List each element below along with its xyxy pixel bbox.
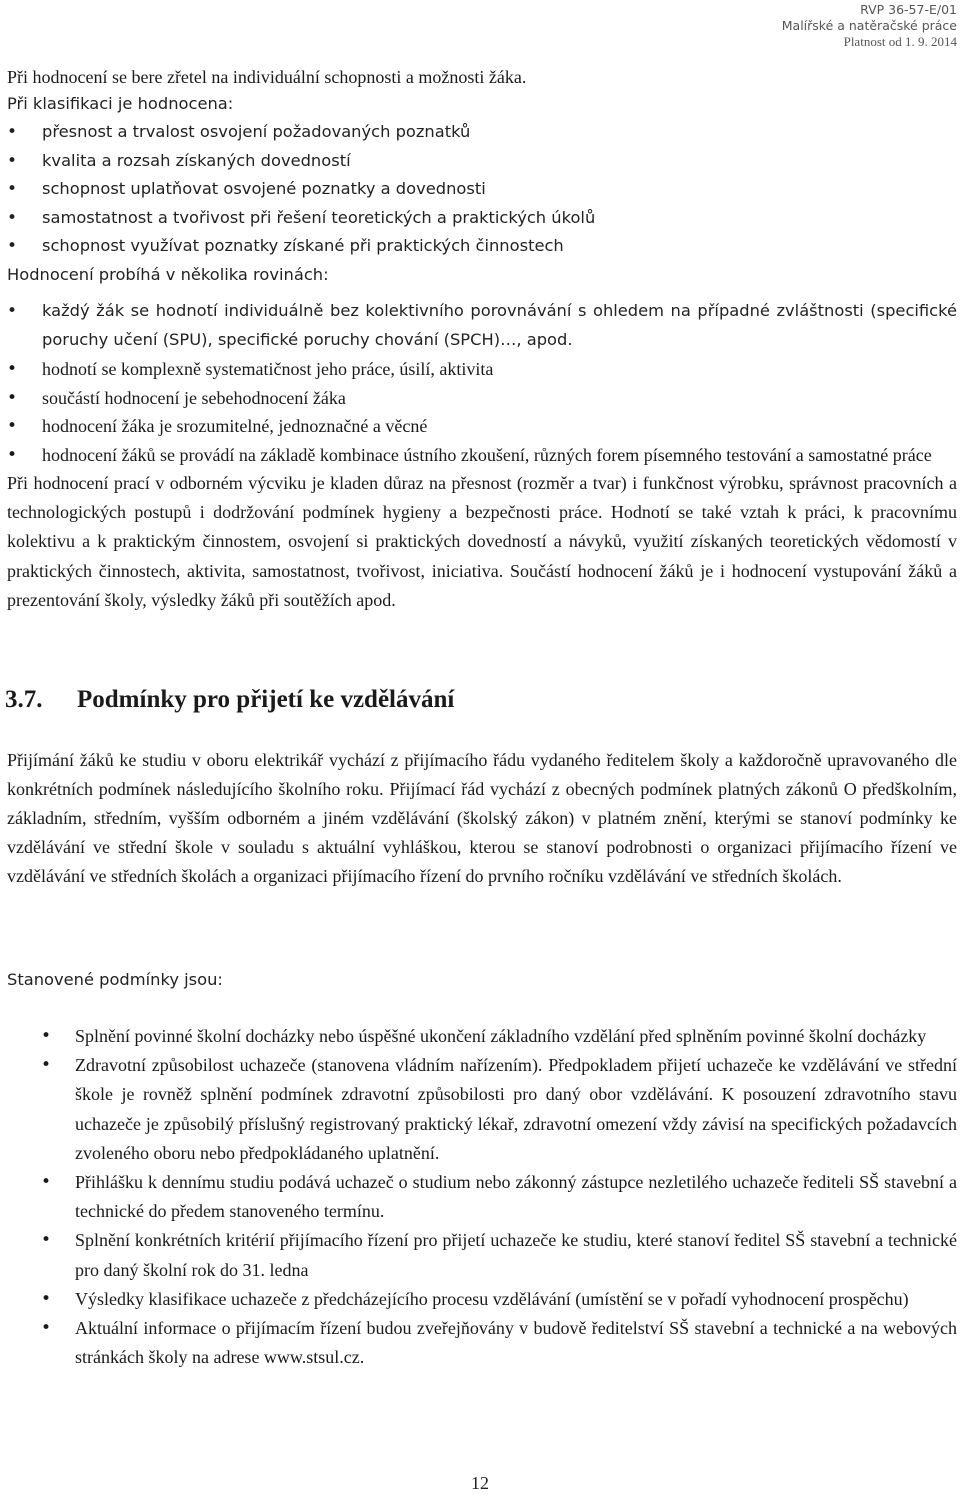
criteria-list <box>7 118 957 261</box>
levels-list <box>7 297 957 354</box>
list-item: • součástí hodnocení je sebehodnocení žáka <box>7 384 957 413</box>
list-item: • přesnost a trvalost osvojení požadovaných poznatků <box>7 118 957 147</box>
list-item: • schopnost využívat poznatky získané při praktických činnostech <box>7 232 957 261</box>
list-item: • Výsledky klasifikace uchazeče z předcházejícího procesu vzdělávání (umístění se v pořadí vyhodnocení prospěchu) <box>7 1285 957 1314</box>
list-item: • hodnocení žáka je srozumitelné, jednoznačné a věcné <box>7 412 957 441</box>
conditions-list <box>7 1022 957 1372</box>
list-item: • kvalita a rozsah získaných dovedností <box>7 147 957 176</box>
practical-paragraph: Při hodnocení prací v odborném výcviku je kladen důraz na přesnost (rozměr a tvar) i funkčnost výrobku, správnost pracovních a technologických postupů i dodržování podmínek hygieny a bezpečnosti práce. Hodnotí se také vztah k práci, k pracovnímu kolektivu a k praktickým činnostem, osvojení si praktických dovedností a návyků, využití získaných teoretických vědomostí v praktických činnostech, aktivita, samostatnost, tvořivost, iniciativa. Součástí hodnocení žáků je i hodnocení vystupování žáků a prezentování školy, výsledky žáků při soutěžích apod. <box>7 473 957 610</box>
section-title: Podmínky pro přijetí ke vzdělávání <box>77 686 455 713</box>
admission-paragraph: Přijímání žáků ke studiu v oboru elektrikář vychází z přijímacího řádu vydaného ředitelem školy a každoročně upravovaného dle konkrétních podmínek následujícího školního roku. Přijímací řád vychází z obecných podmínek platných zákonů O předškolním, základním, středním, vyšším odborném a jiném vzdělávání (školský zákon) v platném znění, kterými se stanoví podmínky ke vzdělávání ve střední škole v souladu s aktuální vyhláškou, kterou se stanoví podrobnosti o organizaci přijímacího řízení ve vzdělávání ve středních školách a organizaci přijímacího řízení do prvního ročníku vzdělávání ve středních školách. <box>7 750 957 886</box>
intro-block <box>7 63 957 92</box>
page-number: 12 <box>471 1473 489 1493</box>
list-item: • Splnění povinné školní docházky nebo úspěšné ukončení základního vzdělání před splněním povinné školní docházky <box>7 1022 957 1051</box>
levels-block <box>7 297 957 354</box>
list-item: • Splnění konkrétních kritérií přijímacího řízení pro přijetí uchazeče ke studiu, které stanoví ředitel SŠ stavební a technické pro daný školní rok do 31. ledna <box>7 1226 957 1284</box>
criteria-block <box>7 90 957 289</box>
conditions-intro-block <box>7 965 957 994</box>
list-item: • Přihlášku k dennímu studiu podává uchazeč o studium nebo zákonný zástupce nezletilého uchazeče řediteli SŠ stavební a technické do předem stanoveného termínu. <box>7 1168 957 1226</box>
levels-intro: Hodnocení probíhá v několika rovinách: <box>7 264 329 284</box>
list-item: • hodnocení žáků se provádí na základě kombinace ústního zkoušení, různých forem písemného testování a samostatné práce <box>7 441 957 470</box>
list-item: • schopnost uplatňovat osvojené poznatky a dovednosti <box>7 175 957 204</box>
conditions-intro: Stanovené podmínky jsou: <box>7 970 223 989</box>
list-item: • Aktuální informace o přijímacím řízení budou zveřejňovány v budově ředitelství SŠ stavební a technické a na webových stránkách školy na adrese www.stsul.cz. <box>7 1314 957 1372</box>
criteria-intro: Při klasifikaci je hodnocena: <box>7 94 234 113</box>
list-item: • každý žák se hodnotí individuálně bez kolektivního porovnávání s ohledem na případné zvláštnosti (specifické poruchy učení (SPU), specifické poruchy chování (SPCH)…, apod. <box>7 297 957 354</box>
admission-block <box>7 746 957 891</box>
conditions-block <box>7 1022 957 1372</box>
levels-list-2 <box>7 355 957 469</box>
header-program-name: Malířské a natěračské práce <box>781 18 957 33</box>
page-header <box>782 2 957 50</box>
header-validity: Platnost od 1. 9. 2014 <box>843 34 957 49</box>
section-number: 3.7. <box>5 686 43 713</box>
levels-block-2 <box>7 355 957 615</box>
header-code: RVP 36-57-E/01 <box>860 2 957 17</box>
intro-line-1: Při hodnocení se bere zřetel na individuální schopnosti a možnosti žáka. <box>7 67 527 87</box>
list-item: • samostatnost a tvořivost při řešení teoretických a praktických úkolů <box>7 204 957 233</box>
section-heading <box>5 686 454 714</box>
list-item: • hodnotí se komplexně systematičnost jeho práce, úsilí, aktivita <box>7 355 957 384</box>
list-item: • Zdravotní způsobilost uchazeče (stanovena vládním nařízením). Předpokladem přijetí uchazeče ke vzdělávání ve střední škole je rovněž splnění podmínek zdravotní způsobilosti pro daný obor vzdělávání. K posouzení zdravotního stavu uchazeče je způsobilý příslušný registrovaný praktický lékař, zdravotní omezení vždy závisí na specifických požadavcích zvoleného oboru nebo předpokládaného uplatnění. <box>7 1051 957 1168</box>
